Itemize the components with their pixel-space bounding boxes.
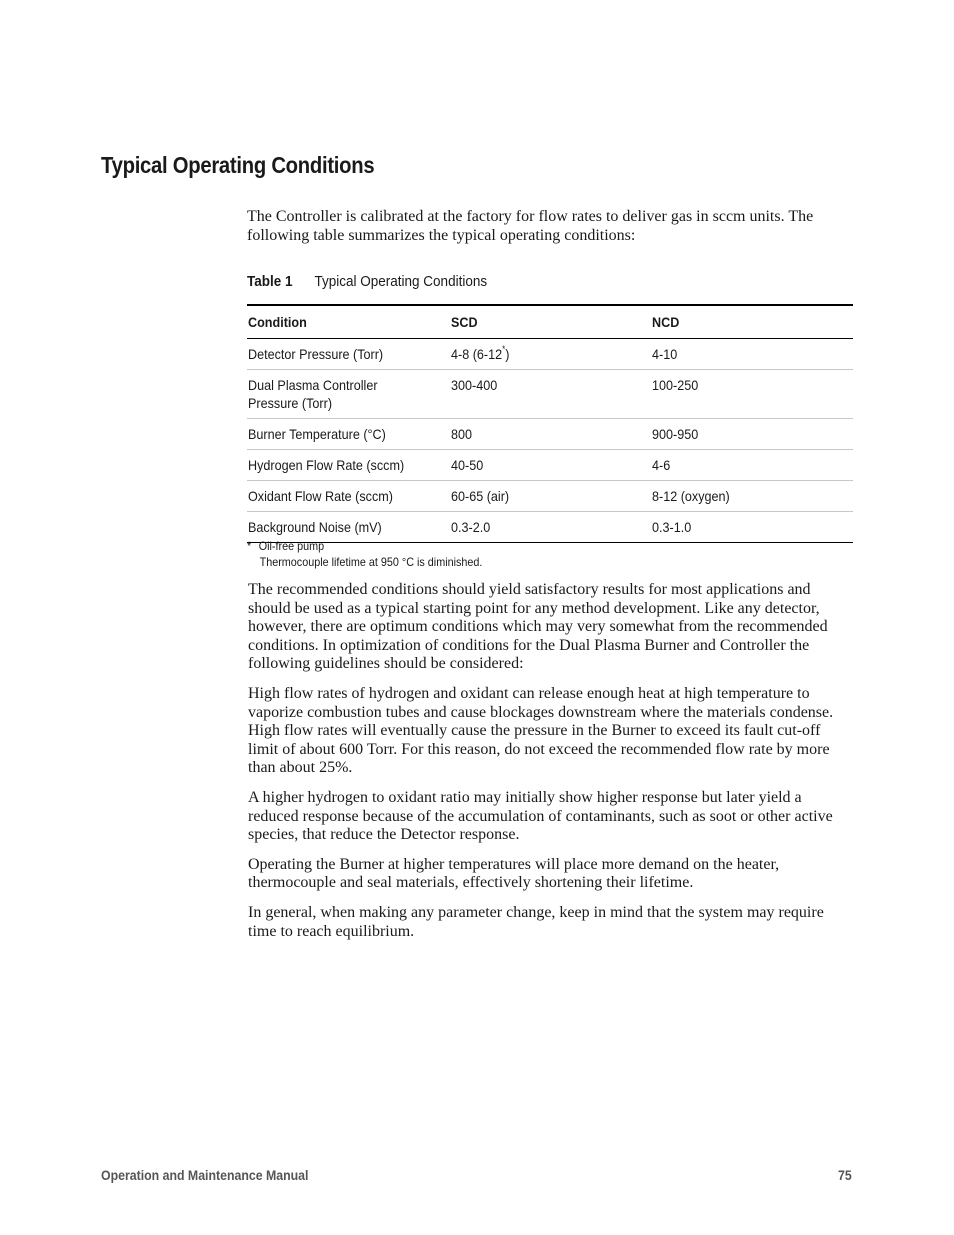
- cell-condition: Dual Plasma Controller Pressure (Torr): [248, 377, 378, 411]
- table-row: [247, 339, 853, 370]
- cell-scd: 60-65 (air): [450, 488, 509, 504]
- cell-condition: Burner Temperature (°C): [248, 426, 386, 442]
- table-header-row: [247, 305, 853, 339]
- footnote-text: Thermocouple lifetime at 950 °C is diminished.: [259, 555, 483, 569]
- table-number: Table 1: [247, 273, 293, 290]
- cell-scd: 0.3-2.0: [450, 519, 490, 535]
- cell-ncd: 8-12 (oxygen): [652, 488, 730, 504]
- cell-scd: 40-50: [450, 457, 483, 473]
- header-ncd: NCD: [652, 314, 680, 330]
- cell-ncd: 0.3-1.0: [652, 519, 692, 535]
- cell-scd: 800: [450, 426, 472, 442]
- cell-ncd: 100-250: [652, 377, 699, 393]
- cell-condition: Oxidant Flow Rate (sccm): [248, 488, 393, 504]
- footer-manual-title: Operation and Maintenance Manual: [101, 1167, 309, 1183]
- paragraph: High flow rates of hydrogen and oxidant can release enough heat at high temperature to vaporize combustion tubes and cause blockages downstream where the materials condense. High flow rates will eventually cause the pressure in the Burner to exceed its fault cut-off limit of about 600 Torr. For this reason, do not exceed the recommended flow rate by more than about 25%.: [248, 684, 834, 777]
- table-title: Typical Operating Conditions: [314, 273, 488, 290]
- page-title: Typical Operating Conditions: [101, 152, 375, 178]
- cell-condition: Detector Pressure (Torr): [248, 346, 384, 362]
- cell-ncd: 900-950: [652, 426, 699, 442]
- cell-condition: Hydrogen Flow Rate (sccm): [248, 457, 405, 473]
- table-footnote: [247, 538, 482, 570]
- header-scd: SCD: [450, 314, 478, 330]
- paragraph: The recommended conditions should yield satisfactory results for most applications and should be used as a typical starting point for any method development. Like any detector, however, there are optimum conditions which may very somewhat from the recommended conditions. In optimization of conditions for the Dual Plasma Burner and Controller the following guidelines should be considered:: [248, 581, 828, 673]
- intro-paragraph: The Controller is calibrated at the factory for flow rates to deliver gas in sccm units. The following table summarizes the typical operating conditions:: [247, 208, 814, 244]
- table-row: [247, 419, 853, 450]
- footnote-mark: *: [247, 539, 252, 553]
- cell-scd: 300-400: [450, 377, 497, 393]
- cell-ncd: 4-10: [652, 346, 678, 362]
- paragraph: In general, when making any parameter change, keep in mind that the system may require time to reach equilibrium.: [248, 903, 824, 940]
- footer-page-number: 75: [838, 1167, 852, 1183]
- table-row: [247, 481, 853, 512]
- table-row: [247, 450, 853, 481]
- paragraph: Operating the Burner at higher temperatures will place more demand on the heater, thermocouple and seal materials, effectively shortening their lifetime.: [248, 855, 780, 892]
- table-caption: [247, 272, 487, 292]
- header-condition: Condition: [248, 314, 307, 330]
- paragraph: A higher hydrogen to oxidant ratio may initially show higher response but later yield a reduced response because of the accumulation of contaminants, such as soot or other active species, that reduce the Detector response.: [248, 788, 833, 844]
- cell-condition: Background Noise (mV): [248, 519, 382, 535]
- table-row: [247, 370, 853, 419]
- cell-ncd: 4-6: [652, 457, 671, 473]
- cell-scd: 4-8 (6-12*): [450, 344, 510, 362]
- footnote-text: Oil-free pump: [258, 539, 325, 553]
- operating-conditions-table: [247, 304, 853, 543]
- footnote-ref: *: [501, 344, 505, 355]
- body-text: [248, 581, 854, 952]
